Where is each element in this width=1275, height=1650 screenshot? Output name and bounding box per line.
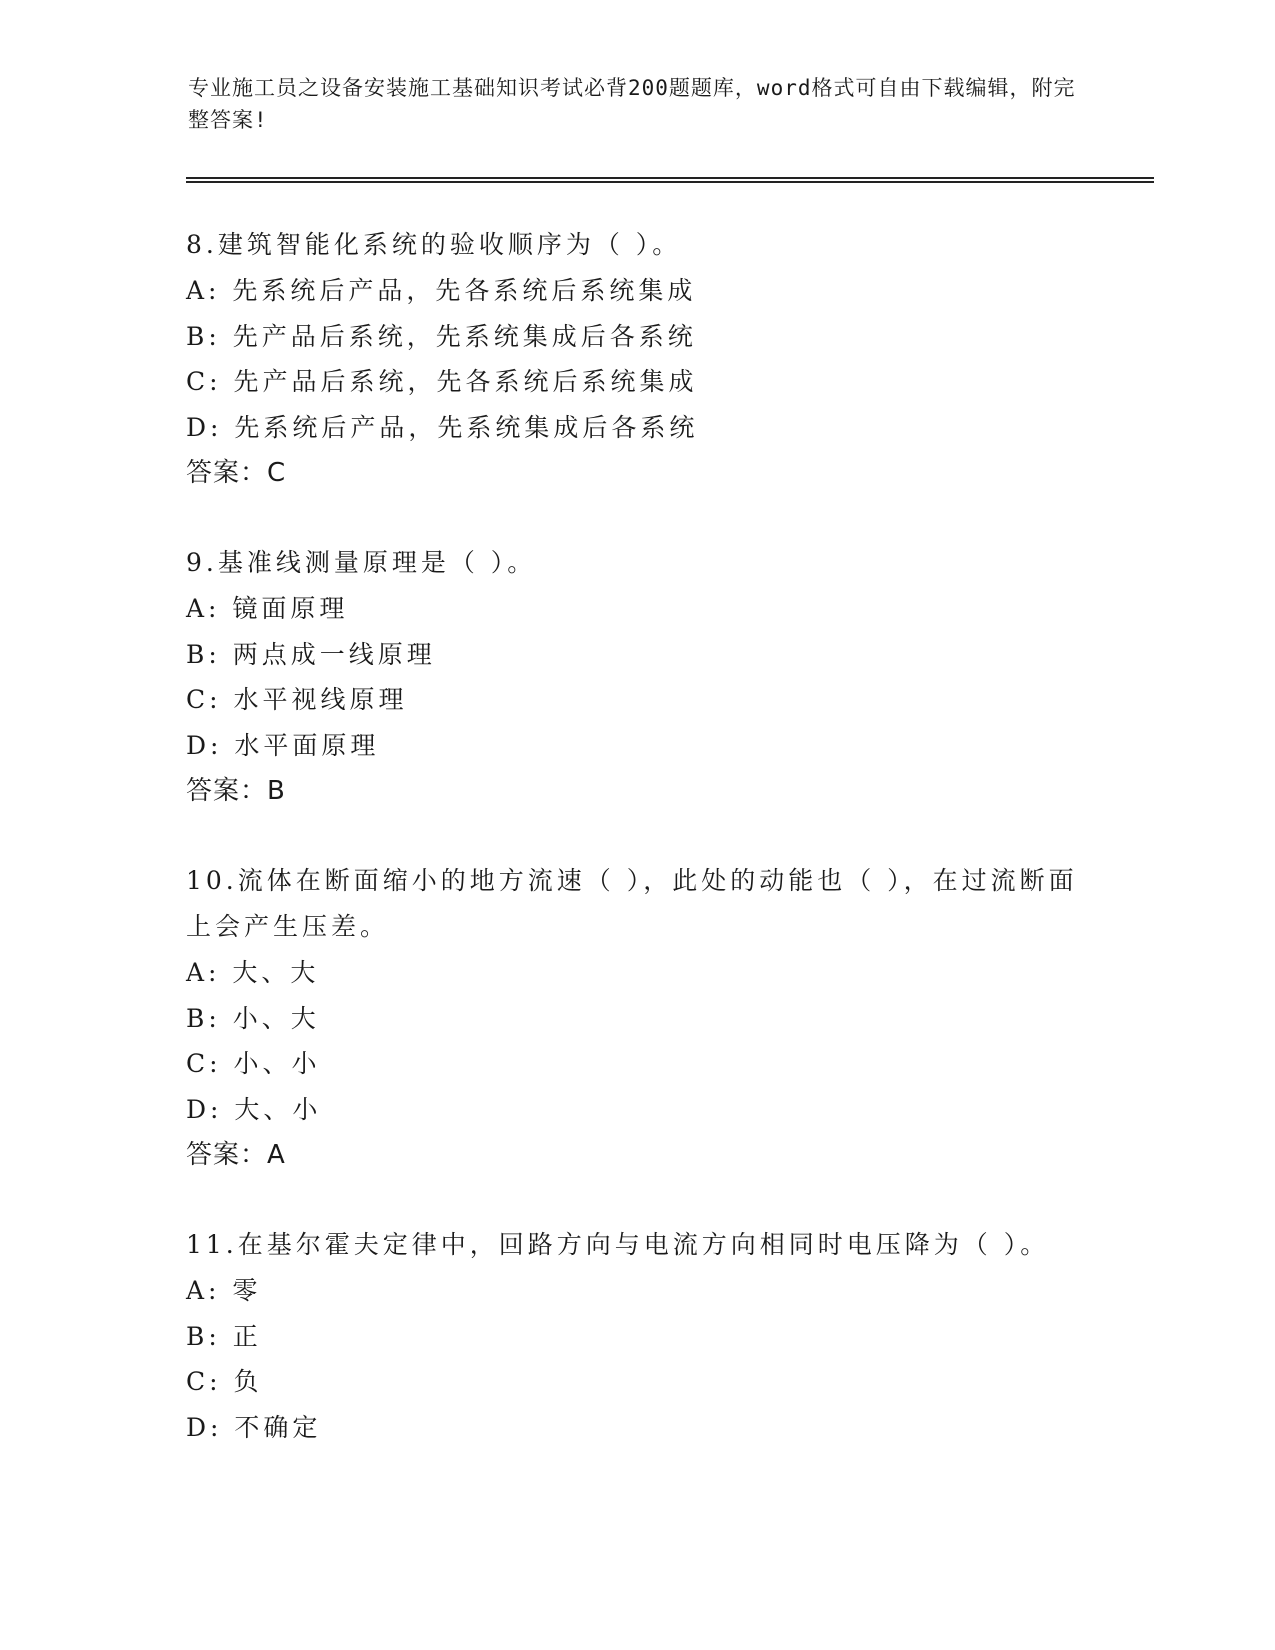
question-9 (186, 540, 1086, 814)
option-a: A: 镜面原理 (186, 594, 349, 623)
option-c: C: 小、小 (186, 1049, 321, 1078)
option-c: C: 水平视线原理 (186, 685, 408, 714)
option-d: D: 不确定 (186, 1412, 322, 1442)
question-10 (186, 858, 1086, 1178)
option-c: C: 负 (186, 1367, 263, 1396)
option-b: B: 正 (186, 1321, 262, 1351)
question-stem: 8.建筑智能化系统的验收顺序为（ ）。 (186, 230, 682, 259)
option-a: A: 零 (186, 1276, 262, 1305)
question-stem: 10.流体在断面缩小的地方流速（ ），此处的动能也（ ），在过流断面上会产生压差。 (186, 866, 1078, 941)
option-a: A: 大、大 (186, 958, 320, 987)
question-11 (186, 1222, 1086, 1450)
option-b: B: 两点成一线原理 (186, 639, 436, 669)
question-stem: 9.基准线测量原理是（ ）。 (186, 548, 537, 577)
document-header: 专业施工员之设备安装施工基础知识考试必背200题题库，word格式可自由下载编辑，附完整答案! (188, 76, 1076, 132)
answer-line: 答案：B (186, 776, 286, 806)
question-stem: 11.在基尔霍夫定律中，回路方向与电流方向相同时电压降为（ ）。 (186, 1230, 1050, 1259)
option-d: D: 大、小 (186, 1094, 322, 1124)
answer-line: 答案：A (186, 1140, 286, 1170)
option-a: A: 先系统后产品，先各系统后系统集成 (186, 276, 697, 305)
option-b: B: 先产品后系统，先系统集成后各系统 (186, 321, 697, 351)
header-double-rule (186, 177, 1154, 183)
question-8 (186, 222, 1086, 496)
answer-line: 答案：C (186, 458, 287, 488)
option-d: D: 先系统后产品，先系统集成后各系统 (186, 412, 699, 442)
option-d: D: 水平面原理 (186, 730, 380, 760)
option-b: B: 小、大 (186, 1003, 320, 1033)
option-c: C: 先产品后系统，先各系统后系统集成 (186, 367, 698, 396)
